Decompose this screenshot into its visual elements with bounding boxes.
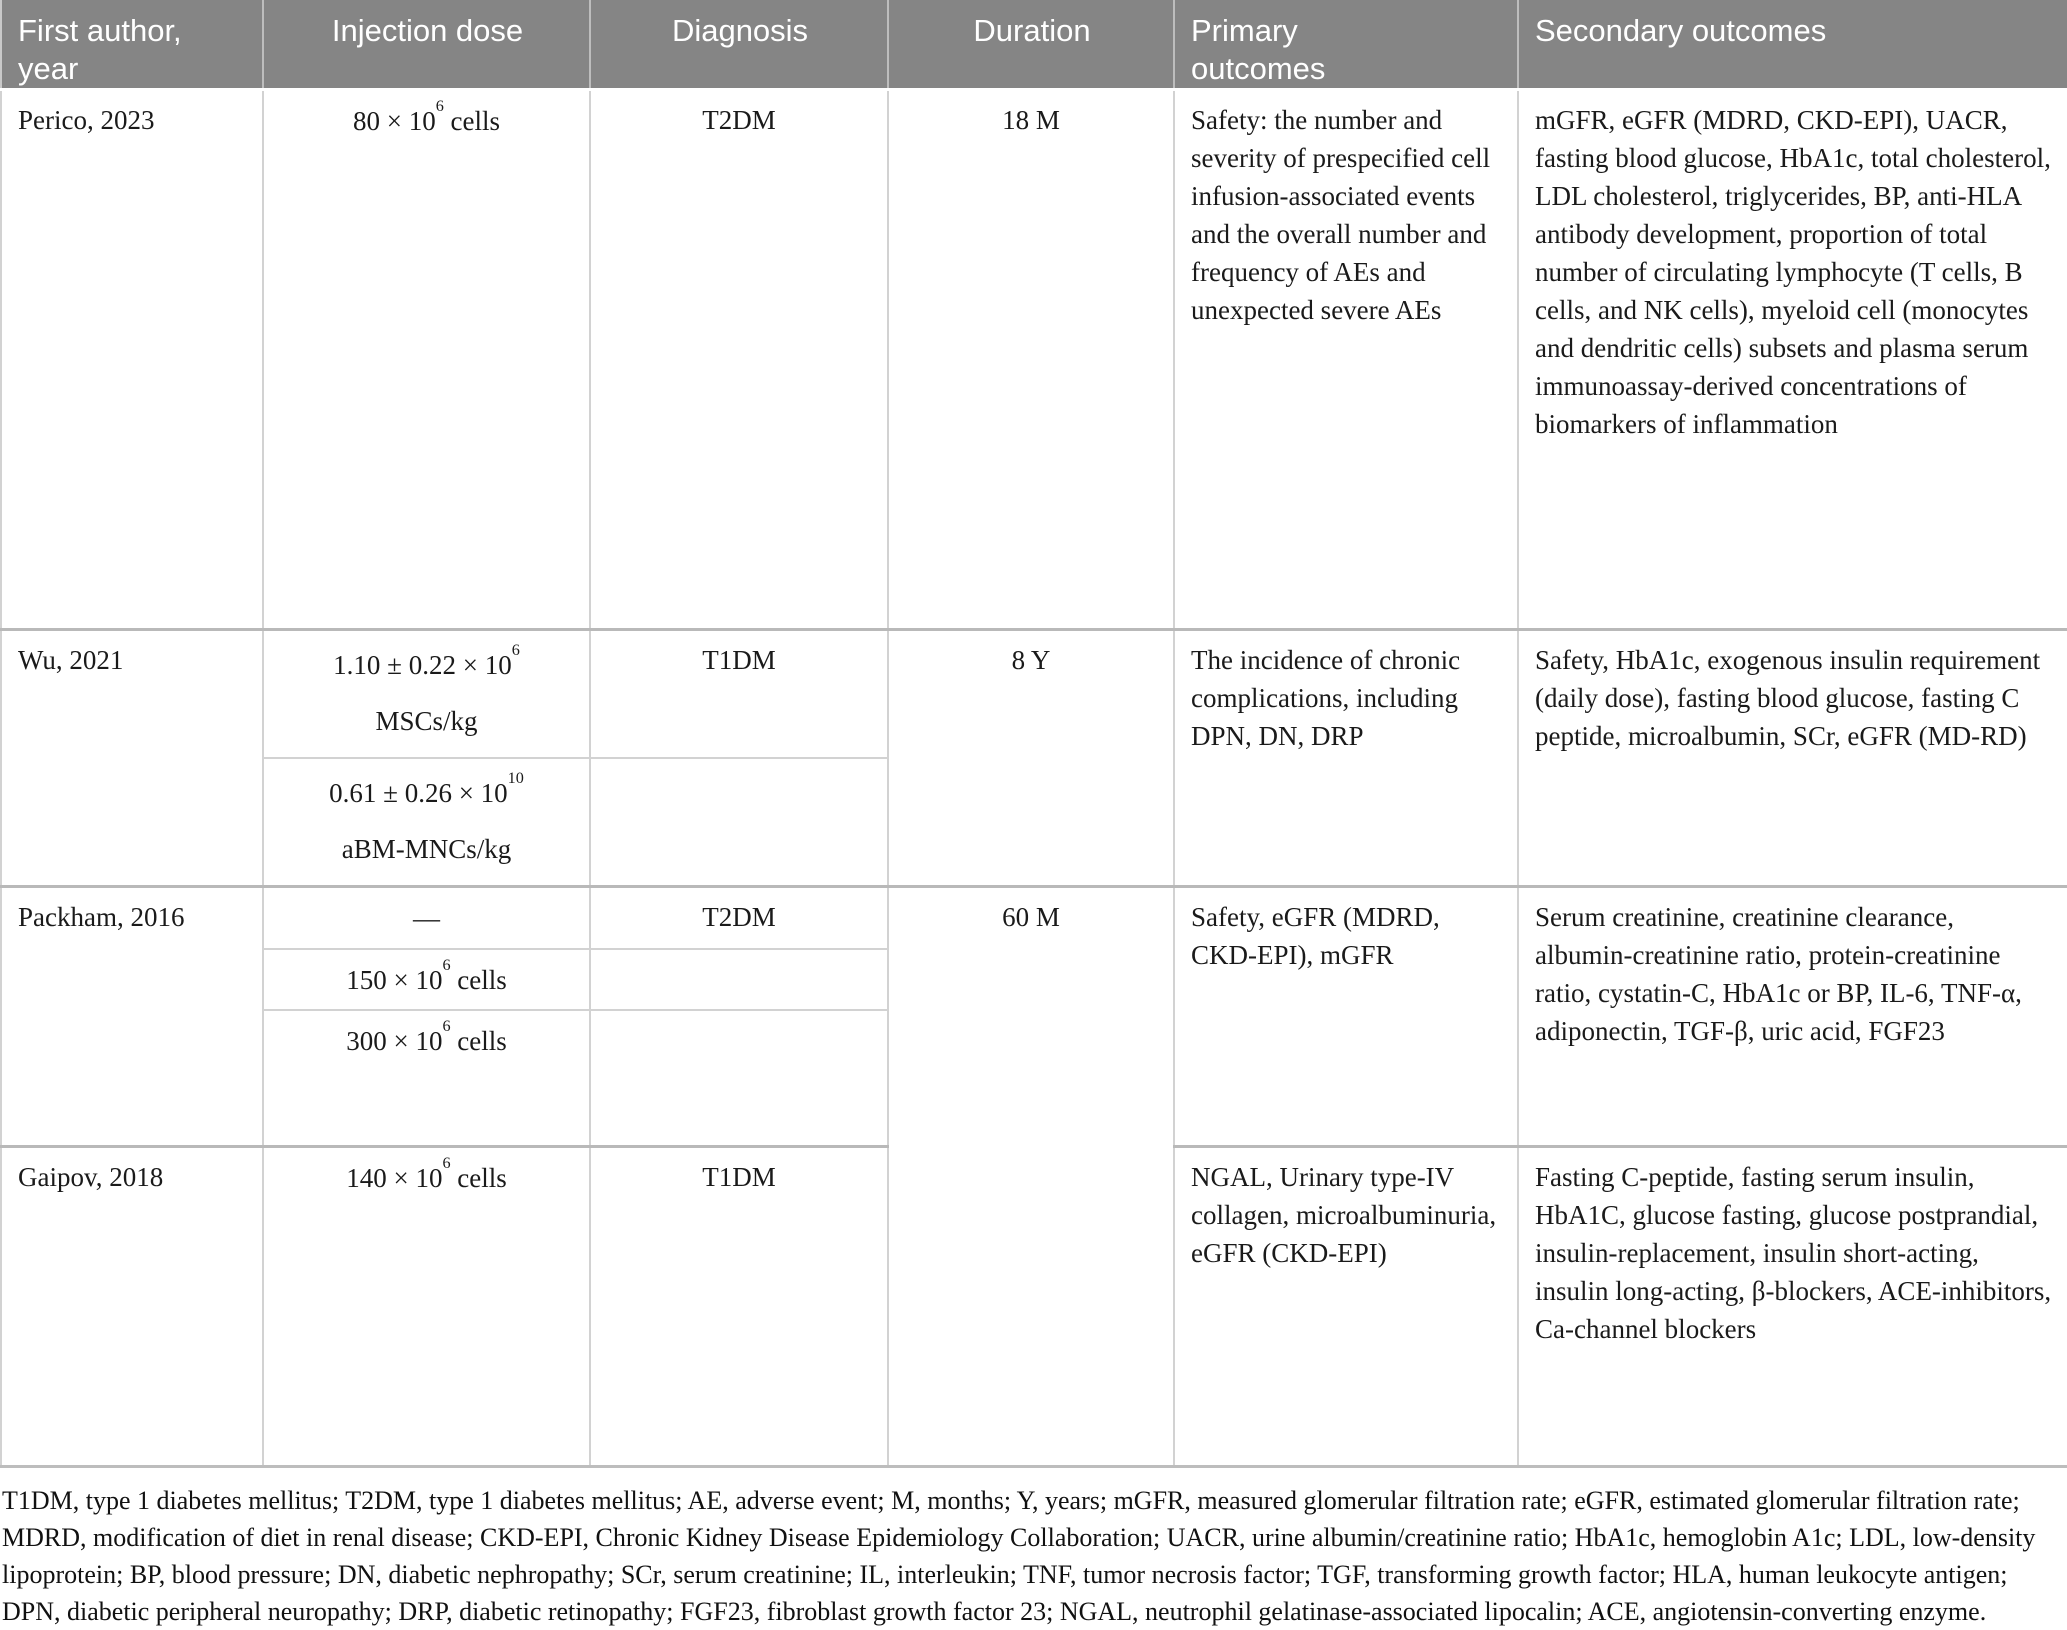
cell-diagnosis-empty bbox=[590, 949, 888, 1010]
dose-value: $1.10 \pm 0.22 \times 10^6$ bbox=[333, 641, 520, 680]
dose-unit: aBM-MNCs/kg bbox=[341, 834, 512, 864]
cell-duration: 18 M bbox=[888, 90, 1174, 630]
dose-unit: MSCs/kg bbox=[375, 706, 478, 736]
cell-primary-outcomes: Safety, eGFR (MDRD, CKD-EPI), mGFR bbox=[1174, 887, 1518, 1147]
cell-secondary-outcomes: Fasting C-peptide, fasting serum insulin, HbA1C, glucose fasting, glucose postprandial, insulin-replacement, insulin short-acting, insulin long-acting, β-blockers, ACE-inhibitors, Ca-channel blockers bbox=[1518, 1147, 2067, 1467]
column-header-secondary-outcomes bbox=[1518, 0, 2067, 90]
cell-primary-outcomes: The incidence of chronic complications, including DPN, DN, DRP bbox=[1174, 630, 1518, 887]
column-header-label: Secondary outcomes bbox=[1535, 13, 1827, 48]
column-header-primary-outcomes bbox=[1174, 0, 1518, 90]
cell-injection-dose bbox=[263, 758, 590, 887]
header-row bbox=[1, 0, 2067, 90]
column-header-label: Primary outcomes bbox=[1191, 13, 1326, 86]
dose-value: $150 \times 10^6$ cells bbox=[346, 955, 507, 995]
cell-secondary-outcomes: Safety, HbA1c, exogenous insulin requirement (daily dose), fasting blood glucose, fasting C peptide, microalbumin, SCr, eGFR (MD-RD) bbox=[1518, 630, 2067, 887]
dose-exponent: 6 bbox=[511, 641, 520, 660]
column-header-label: Diagnosis bbox=[671, 13, 809, 48]
dose-exponent: 6 bbox=[435, 97, 444, 116]
cell-duration: 60 M bbox=[888, 887, 1174, 1467]
cell-injection-dose bbox=[263, 630, 590, 759]
cell-duration: 8 Y bbox=[888, 630, 1174, 887]
table-footnote: T1DM, type 1 diabetes mellitus; T2DM, type 1 diabetes mellitus; AE, adverse event; M, months; Y, years; mGFR, measured glomerular filtration rate; eGFR, estimated glomerular filtration rate; MDRD, modification of diet in renal disease; CKD-EPI, Chronic Kidney Disease Epidemiology Collaboration; UACR, urine albumin/creatinine ratio; HbA1c, hemoglobin A1c; LDL, low-density lipoprotein; BP, blood pressure; DN, diabetic nephropathy; SCr, serum creatinine; IL, interleukin; TNF, tumor necrosis factor; TGF, transforming growth factor; HLA, human leukocyte antigen; DPN, diabetic peripheral neuropathy; DRP, diabetic retinopathy; FGF23, fibroblast growth factor 23; NGAL, neutrophil gelatinase-associated lipocalin; ACE, angiotensin-converting enzyme. bbox=[2, 1486, 2036, 1626]
cell-injection-dose bbox=[263, 90, 590, 630]
table-row-wu-2021-dose-1 bbox=[1, 630, 2067, 759]
dose-value: $300 \times 10^6$ cells bbox=[346, 1016, 507, 1056]
cell-author: Wu, 2021 bbox=[1, 630, 263, 887]
dose-exponent: 6 bbox=[442, 1154, 451, 1173]
cell-diagnosis: T1DM bbox=[590, 1147, 888, 1467]
cell-secondary-outcomes: Serum creatinine, creatinine clearance, albumin-creatinine ratio, protein-creatinine ratio, cystatin-C, HbA1c or BP, IL-6, TNF-α, adiponectin, TGF-β, uric acid, FGF23 bbox=[1518, 887, 2067, 1147]
dose-value: $0.61 \pm 0.26 \times 10^{10}$ bbox=[329, 769, 524, 808]
cell-primary-outcomes: Safety: the number and severity of prespecified cell infusion-associated events and the overall number and frequency of AEs and unexpected severe AEs bbox=[1174, 90, 1518, 630]
dose-exponent: 6 bbox=[442, 1016, 451, 1035]
cell-injection-dose bbox=[263, 887, 590, 949]
cell-author: Perico, 2023 bbox=[1, 90, 263, 630]
cell-primary-outcomes: NGAL, Urinary type-IV collagen, microalbuminuria, eGFR (CKD-EPI) bbox=[1174, 1147, 1518, 1467]
table-row-packham-2016-dose-1 bbox=[1, 887, 2067, 949]
cell-diagnosis: T2DM bbox=[590, 887, 888, 949]
column-header-injection-dose bbox=[263, 0, 590, 90]
dose-exponent: 10 bbox=[507, 769, 524, 788]
column-header-diagnosis bbox=[590, 0, 888, 90]
dose-value: — bbox=[413, 903, 440, 933]
column-header-duration bbox=[888, 0, 1174, 90]
cell-injection-dose bbox=[263, 949, 590, 1010]
cell-injection-dose bbox=[263, 1147, 590, 1467]
column-header-label: Duration bbox=[973, 13, 1091, 48]
dose-exponent: 6 bbox=[442, 955, 451, 974]
cell-secondary-outcomes: mGFR, eGFR (MDRD, CKD-EPI), UACR, fasting blood glucose, HbA1c, total cholesterol, LDL cholesterol, triglycerides, BP, anti-HLA antibody development, proportion of total number of circulating lymphocyte (T cells, B cells, and NK cells), myeloid cell (monocytes and dendritic cells) subsets and plasma serum immunoassay-derived concentrations of biomarkers of inflammation bbox=[1518, 90, 2067, 630]
cell-injection-dose bbox=[263, 1010, 590, 1147]
cell-diagnosis: T2DM bbox=[590, 90, 888, 630]
cell-diagnosis-empty bbox=[590, 1010, 888, 1147]
dose-value: $140 \times 10^6$ cells bbox=[346, 1154, 507, 1193]
column-header-label: Injection dose bbox=[331, 13, 524, 48]
table-row-perico-2023 bbox=[1, 90, 2067, 630]
cell-diagnosis: T1DM bbox=[590, 630, 888, 759]
cell-author: Gaipov, 2018 bbox=[1, 1147, 263, 1467]
cell-diagnosis-empty bbox=[590, 758, 888, 887]
cell-author: Packham, 2016 bbox=[1, 887, 263, 1147]
column-header-first-author-year bbox=[1, 0, 263, 90]
column-header-label: First author, year bbox=[18, 13, 182, 86]
dose-value: $80 \times 10^6$ cells bbox=[352, 97, 501, 136]
